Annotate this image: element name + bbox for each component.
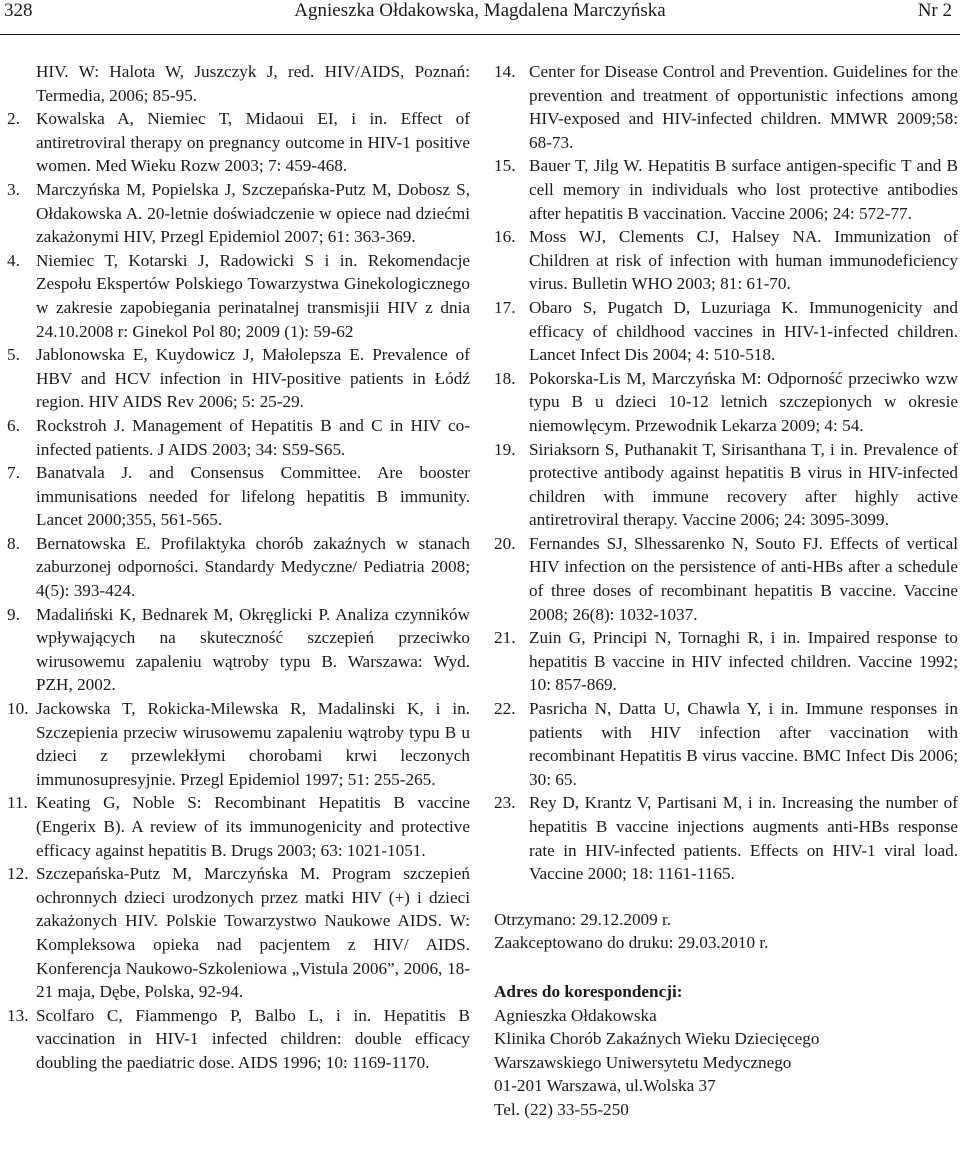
reference-number: 8. — [7, 533, 20, 553]
running-head-authors: Agnieszka Ołdakowska, Magdalena Marczyńska — [294, 0, 666, 21]
page-header — [0, 0, 960, 34]
reference-item — [494, 791, 958, 885]
correspondence-phone: Tel. (22) 33-55-250 — [494, 1099, 629, 1119]
correspondence-heading: Adres do korespondencji: — [494, 981, 683, 1001]
reference-item — [7, 532, 470, 603]
reference-text: Bernatowska E. Profilaktyka chorób zakaźnych w stanach zaburzonej odporności. Standardy Medyczne/ Pediatria 2008; 4(5): 393-424. — [36, 533, 470, 601]
reference-item — [7, 1004, 470, 1075]
reference-text: Siriaksorn S, Puthanakit T, Sirisanthana T, i in. Prevalence of protective antibody against hepatitis B virus in HIV-infected children with immune recovery after highly active antiretroviral therapy. Vaccine 2006; 24: 3095-3099. — [529, 439, 958, 530]
reference-text: Keating G, Noble S: Recombinant Hepatitis B vaccine (Engerix B). A review of its immunogenicity and protective efficacy against hepatitis B. Drugs 2003; 63: 1021-1051. — [36, 793, 470, 860]
reference-number: 16. — [494, 227, 516, 247]
reference-number: 10. — [7, 699, 29, 719]
reference-number: 11. — [7, 793, 28, 813]
reference-item — [494, 438, 958, 532]
received-date: Otrzymano: 29.12.2009 r. — [494, 909, 672, 929]
reference-item — [7, 603, 470, 697]
reference-number: 6. — [7, 415, 20, 435]
reference-text: Moss WJ, Clements CJ, Halsey NA. Immunization of Children at risk of infection with human immunodeficiency virus. Bulletin WHO 2003; 81: 61-70. — [529, 227, 958, 294]
reference-number: 22. — [494, 699, 516, 719]
reference-item — [7, 249, 470, 343]
reference-text: Pasricha N, Datta U, Chawla Y, i in. Immune responses in patients with HIV infection after vaccination with recombinant Hepatitis B virus vaccine. BMC Infect Dis 2006; 30: 65. — [529, 699, 958, 789]
reference-text: Kowalska A, Niemiec T, Midaoui EI, i in. Effect of antiretroviral therapy on pregnancy outcome in HIV-1 positive women. Med Wieku Rozw 2003; 7: 459-468. — [36, 109, 470, 176]
reference-number: 13. — [7, 1005, 29, 1025]
reference-item — [7, 178, 470, 249]
reference-number: 17. — [494, 297, 516, 317]
reference-item — [7, 862, 470, 1004]
reference-number: 3. — [7, 179, 20, 199]
accepted-date: Zaakceptowano do druku: 29.03.2010 r. — [494, 933, 769, 953]
reference-item — [494, 296, 958, 367]
reference-text: Obaro S, Pugatch D, Luzuriaga K. Immunogenicity and efficacy of childhood vaccines in HIV-1-infected children. Lancet Infect Dis 2004; 4: 510-518. — [529, 297, 958, 365]
reference-number: 18. — [494, 368, 516, 388]
reference-item — [7, 697, 470, 791]
reference-number: 19. — [494, 439, 516, 459]
reference-text: Madaliński K, Bednarek M, Okręglicki P. Analiza czynników wpływających na skuteczność szczepień przeciwko wirusowemu zapaleniu wątroby typu B. Warszawa: Wyd. PZH, 2002. — [36, 604, 470, 695]
reference-text: Jablonowska E, Kuydowicz J, Małolepsza E. Prevalence of HBV and HCV infection in HIV-positive patients in Łódź region. HIV AIDS Rev 2006; 5: 25-29. — [36, 345, 470, 412]
reference-text: Pokorska-Lis M, Marczyńska M: Odporność przeciwko wzw typu B u dzieci 10-12 letnich szczepionych w okresie niemowlęcym. Przewodnik Lekarza 2009; 4: 54. — [529, 368, 958, 435]
reference-number: 14. — [494, 62, 516, 81]
reference-text: Marczyńska M, Popielska J, Szczepańska-Putz M, Dobosz S, Ołdakowska A. 20-letnie doświadczenie w opiece nad dziećmi zakażonymi HIV, Przegl Epidemiol 2007; 61: 363-369. — [36, 179, 470, 247]
reference-number: 5. — [7, 345, 20, 365]
reference-text: Rey D, Krantz V, Partisani M, i in. Increasing the number of hepatitis B vaccine injections augments anti-HBs response rate in HIV-infected patients. Effects on HIV-1 viral load. Vaccine 2000; 18: 1161-1165. — [529, 793, 958, 884]
reference-item — [494, 60, 958, 154]
reference-item — [494, 626, 958, 697]
reference-text: Banatvala J. and Consensus Committee. Are booster immunisations needed for lifelong hepatitis B immunity. Lancet 2000;355, 561-565. — [36, 463, 470, 530]
correspondence-name: Agnieszka Ołdakowska — [494, 1005, 657, 1025]
reference-item — [7, 343, 470, 414]
reference-number: 12. — [7, 864, 29, 884]
reference-number: 23. — [494, 793, 516, 813]
correspondence-clinic: Klinika Chorób Zakaźnych Wieku Dziecięcego — [494, 1029, 820, 1049]
reference-item — [7, 107, 470, 178]
reference-number: 9. — [7, 604, 20, 624]
reference-item — [494, 697, 958, 791]
reference-item — [7, 414, 470, 461]
reference-item — [494, 367, 958, 438]
reference-text: HIV. W: Halota W, Juszczyk J, red. HIV/AIDS, Poznań: Termedia, 2006; 85-95. — [36, 62, 470, 105]
reference-number: 2. — [7, 109, 20, 129]
reference-text: Jackowska T, Rokicka-Milewska R, Madalinski K, i in. Szczepienia przeciw wirusowemu zapaleniu wątroby typu B u dzieci z przewlekłymi chorobami krwi leczonych immunosupresyjnie. Przegl Epidemiol 1997; 51: 255-265. — [36, 699, 470, 789]
reference-item — [7, 461, 470, 532]
reference-item — [7, 60, 470, 107]
reference-number: 20. — [494, 533, 516, 553]
reference-text: Center for Disease Control and Prevention. Guidelines for the prevention and treatment of opportunistic infections among HIV-exposed and HIV-infected children. MMWR 2009;58: 68-73. — [529, 62, 958, 152]
correspondence-street: 01-201 Warszawa, ul.Wolska 37 — [494, 1076, 716, 1096]
reference-text: Fernandes SJ, Slhessarenko N, Souto FJ. Effects of vertical HIV infection on the persistence of anti-HBs after a schedule of three doses of recombinant hepatitis B vaccine. Vaccine 2008; 26(8): 1032-1037. — [529, 533, 958, 624]
reference-item — [7, 791, 470, 862]
reference-number: 4. — [7, 250, 20, 270]
reference-text: Szczepańska-Putz M, Marczyńska M. Program szczepień ochronnych dzieci urodzonych przez matki HIV (+) i dzieci zakażonych HIV. Polskie Towarzystwo Naukowe AIDS. W: Kompleksowa opieka nad pacjentem z HIV/ AIDS. Konferencja Naukowo-Szkoleniowa „Vistula 2006”, 2006, 18-21 maja, Dębe, Polska, 92-94. — [36, 864, 470, 1002]
reference-number: 21. — [494, 628, 516, 648]
reference-item — [494, 225, 958, 296]
reference-number: 15. — [494, 156, 516, 176]
reference-text: Niemiec T, Kotarski J, Radowicki S i in. Rekomendacje Zespołu Ekspertów Polskiego Towarzystwa Ginekologicznego w zakresie zapobiegania perinatalnej transmisjii HIV z dnia 24.10.2008 r: Ginekol Pol 80; 2009 (1): 59-62 — [36, 250, 470, 341]
reference-text: Scolfaro C, Fiammengo P, Balbo L, i in. Hepatitis B vaccination in HIV-1 infected children: double efficacy doubling the paediatric dose. AIDS 1996; 10: 1169-1170. — [36, 1005, 470, 1072]
article-dates — [494, 908, 958, 955]
correspondence-address — [494, 980, 958, 1122]
header-rule — [0, 34, 960, 35]
issue-number: Nr 2 — [917, 0, 952, 21]
reference-item — [494, 532, 958, 626]
reference-text: Bauer T, Jilg W. Hepatitis B surface antigen-specific T and B cell memory in individuals who lost protective antibodies after hepatitis B vaccination. Vaccine 2006; 24: 572-77. — [529, 156, 958, 223]
references-right-column — [494, 60, 958, 1122]
reference-text: Rockstroh J. Management of Hepatitis B and C in HIV co-infected patients. J AIDS 2003; 34: S59-S65. — [36, 415, 470, 459]
reference-item — [494, 154, 958, 225]
reference-text: Zuin G, Principi N, Tornaghi R, i in. Impaired response to hepatitis B vaccine in HIV infected children. Vaccine 1992; 10: 857-869. — [529, 628, 958, 695]
reference-number: 7. — [7, 463, 20, 483]
page-number: 328 — [4, 0, 33, 21]
correspondence-university: Warszawskiego Uniwersytetu Medycznego — [494, 1052, 792, 1072]
references-left-column — [7, 60, 470, 1075]
